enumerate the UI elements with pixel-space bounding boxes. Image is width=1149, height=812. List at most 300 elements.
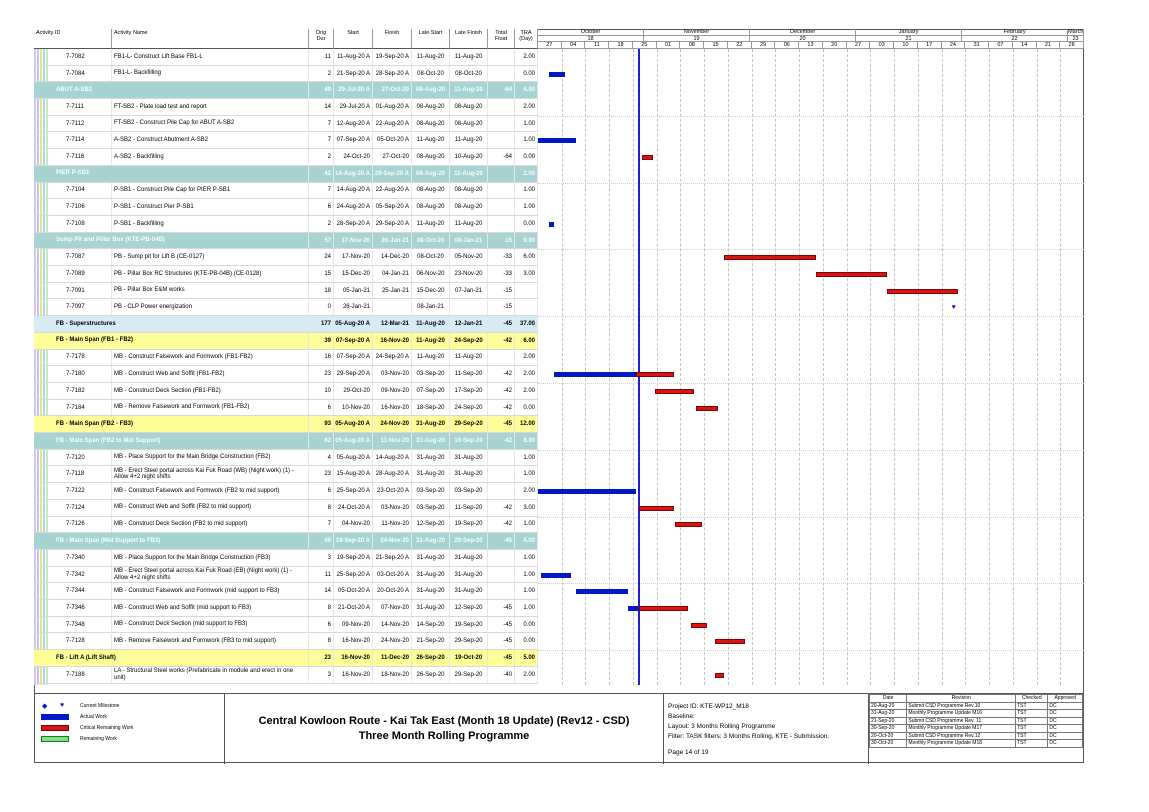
cell-finish: 25-Jan-21: [373, 283, 412, 299]
week-gridline: [870, 49, 871, 685]
cell-tf: -15: [488, 283, 515, 299]
activity-row[interactable]: [34, 467, 538, 484]
cell-id: 7-7114: [64, 133, 112, 149]
activity-row[interactable]: [34, 116, 538, 133]
cell-id: 7-7082: [64, 49, 112, 65]
cell-id: 7-7084: [64, 66, 112, 82]
critical-remaining-bar[interactable]: [639, 606, 688, 611]
cell-dur: 62: [309, 433, 334, 449]
cell-tf: -64: [488, 149, 515, 165]
cell-ls: 11-Aug-20: [412, 333, 450, 349]
cell-tf: -45: [488, 600, 515, 616]
activity-row[interactable]: [34, 550, 538, 567]
cell-ls: 11-Aug-20: [412, 133, 450, 149]
timescale-week: 15: [704, 42, 728, 49]
cell-tf: -45: [488, 617, 515, 633]
activity-table: [34, 49, 538, 685]
cell-start: 24-Aug-20 A: [334, 199, 373, 215]
activity-row[interactable]: [34, 350, 538, 367]
cell-ls: 07-Sep-20: [412, 383, 450, 399]
row-gridline: [538, 316, 1084, 317]
cell-ls: 31-Aug-20: [412, 450, 450, 466]
cell-start: 07-Sep-20 A: [334, 133, 373, 149]
cell-name: MB - Construct Falsework and Formwork (mid support to FB3): [112, 583, 309, 599]
cell-name: MB - Remove Falsework and Formwork (FB3 to mid support): [112, 634, 309, 650]
timescale-week: 31: [965, 42, 989, 49]
actual-work-bar[interactable]: [538, 138, 576, 143]
cell-name: MB - Construct Deck Section (FB2 to mid support): [112, 517, 309, 533]
row-gridline: [538, 383, 1084, 384]
cell-ls: 08-Oct-20: [412, 249, 450, 265]
actual-work-bar[interactable]: [576, 589, 628, 594]
timescale-week: 07: [989, 42, 1013, 49]
timescale-month: November: [644, 29, 750, 36]
col-header-late-start[interactable]: Late Start: [412, 29, 450, 49]
actual-work-bar[interactable]: [554, 372, 636, 377]
cell-lf: 19-Sep-20: [450, 433, 488, 449]
cell-ls: 03-Sep-20: [412, 366, 450, 382]
row-gridline: [538, 116, 1084, 117]
activity-row[interactable]: [34, 500, 538, 517]
milestone-diamond-icon: ◆: [42, 702, 48, 710]
row-gridline: [538, 183, 1084, 184]
wbs-group-row[interactable]: [34, 82, 538, 99]
critical-remaining-bar[interactable]: [691, 623, 707, 628]
cell-name: FB1-L- Backfilling: [112, 66, 309, 82]
cell-dur: 6: [309, 483, 334, 499]
cell-tra: 1.00: [515, 583, 538, 599]
cell-tra: 0.00: [515, 66, 538, 82]
cell-tra: 3.00: [515, 500, 538, 516]
wbs-group-row[interactable]: [34, 166, 538, 183]
activity-row[interactable]: [34, 583, 538, 600]
row-gridline: [538, 450, 1084, 451]
cell-name: LA - Structural Steel works (Prefabricate in module and erect in one unit): [112, 667, 309, 683]
critical-remaining-bar[interactable]: [696, 406, 718, 411]
activity-row[interactable]: [34, 634, 538, 651]
critical-remaining-bar[interactable]: [642, 155, 653, 160]
activity-row[interactable]: [34, 383, 538, 400]
revision-cell: 30-Oct-20: [870, 740, 907, 748]
critical-remaining-bar[interactable]: [715, 673, 723, 678]
cell-name: MB - Construct Web and Soffit (FB2 to mid support): [112, 500, 309, 516]
wbs-group-row[interactable]: [34, 316, 538, 333]
revision-header: Checked: [1016, 695, 1048, 703]
cell-tf: -15: [488, 300, 515, 316]
revision-cell: TST: [1016, 717, 1048, 725]
timescale-period: 18: [538, 36, 644, 42]
cell-tra: [515, 300, 538, 316]
critical-remaining-bar[interactable]: [887, 289, 958, 294]
cell-start: 29-Oct-20: [334, 383, 373, 399]
activity-row[interactable]: [34, 483, 538, 500]
activity-row[interactable]: [34, 617, 538, 634]
activity-row[interactable]: [34, 199, 538, 216]
col-header-start[interactable]: Start: [334, 29, 373, 49]
cell-id: 7-7120: [64, 450, 112, 466]
week-gridline: [704, 49, 705, 685]
col-header-tra[interactable]: TRA (Day): [515, 29, 538, 49]
cell-tf: -42: [488, 500, 515, 516]
cell-start: 16-Nov-20: [334, 634, 373, 650]
cell-lf: 31-Aug-20: [450, 583, 488, 599]
cell-dur: 16: [309, 350, 334, 366]
cell-start: 29-Jul-20 A: [334, 82, 373, 98]
activity-row[interactable]: [34, 400, 538, 417]
cell-start: 10-Nov-20: [334, 400, 373, 416]
activity-row[interactable]: [34, 517, 538, 534]
cell-dur: 2: [309, 216, 334, 232]
cell-dur: 7: [309, 133, 334, 149]
cell-lf: 12-Jan-21: [450, 316, 488, 332]
cell-dur: 18: [309, 283, 334, 299]
cell-dur: 6: [309, 199, 334, 215]
activity-row[interactable]: [34, 567, 538, 584]
cell-finish: 14-Dec-20: [373, 249, 412, 265]
cell-name: PB - Pillar Box RC Structures (KTE-PB-04B) (CE-0128): [112, 266, 309, 282]
cell-finish: 27-Oct-20: [373, 82, 412, 98]
cell-id: 7-7104: [64, 183, 112, 199]
cell-ls: 11-Aug-20: [412, 350, 450, 366]
timescale-month: January: [856, 29, 962, 36]
timescale-week: 24: [942, 42, 966, 49]
cell-finish: 03-Nov-20: [373, 500, 412, 516]
cell-tra: 0.00: [515, 634, 538, 650]
cell-dur: 0: [309, 300, 334, 316]
revision-cell: 20-Oct-20: [870, 732, 907, 740]
cell-name: ABUT A-SB2: [54, 82, 309, 98]
cell-dur: 23: [309, 366, 334, 382]
cell-lf: 31-Aug-20: [450, 567, 488, 583]
cell-tra: 0.00: [515, 216, 538, 232]
cell-tf: [488, 166, 515, 182]
activity-row[interactable]: [34, 133, 538, 150]
wbs-group-row[interactable]: [34, 333, 538, 350]
cell-finish: [373, 300, 412, 316]
activity-row[interactable]: [34, 266, 538, 283]
cell-dur: 11: [309, 567, 334, 583]
revision-cell: TST: [1016, 740, 1048, 748]
cell-dur: 93: [309, 416, 334, 432]
cell-finish: 29-Sep-20 A: [373, 166, 412, 182]
cell-start: 19-Sep-20 A: [334, 550, 373, 566]
cell-ls: 31-Aug-20: [412, 533, 450, 549]
row-gridline: [538, 583, 1084, 584]
timescale-month: February: [962, 29, 1068, 36]
week-gridline: [775, 49, 776, 685]
timescale-week: 10: [894, 42, 918, 49]
activity-row[interactable]: [34, 99, 538, 116]
activity-row[interactable]: [34, 600, 538, 617]
cell-tf: [488, 583, 515, 599]
activity-row[interactable]: [34, 149, 538, 166]
cell-lf: 07-Jan-21: [450, 283, 488, 299]
cell-id: 7-7118: [64, 467, 112, 483]
cell-tf: [488, 483, 515, 499]
activity-row[interactable]: [34, 366, 538, 383]
cell-tf: [488, 66, 515, 82]
col-header-late-finish[interactable]: Late Finish: [450, 29, 488, 49]
timescale-period: 22: [962, 36, 1068, 42]
revision-row: [870, 732, 1083, 740]
week-gridline: [1060, 49, 1061, 685]
milestone-icon[interactable]: ♥: [951, 303, 956, 311]
cell-start: 17-Nov-20: [334, 233, 373, 249]
revision-cell: 31-Aug-20: [870, 710, 907, 718]
cell-start: 24-Oct-20 A: [334, 500, 373, 516]
cell-name: MB - Remove Falsework and Formwork (FB1-FB2): [112, 400, 309, 416]
timescale-week: 08: [680, 42, 704, 49]
cell-lf: 29-Sep-20: [450, 634, 488, 650]
cell-lf: 08-Aug-20: [450, 183, 488, 199]
cell-dur: 8: [309, 634, 334, 650]
cell-start: 05-Aug-20 A: [334, 433, 373, 449]
col-header-orig-dur[interactable]: Orig Dur: [309, 29, 334, 49]
cell-tra: 0.00: [515, 149, 538, 165]
cell-lf: 08-Aug-20: [450, 99, 488, 115]
cell-finish: 22-Aug-20 A: [373, 183, 412, 199]
cell-id: 7-7348: [64, 617, 112, 633]
cell-dur: 15: [309, 266, 334, 282]
cell-tra: 4.00: [515, 533, 538, 549]
activity-row[interactable]: [34, 249, 538, 266]
cell-name: PIER P-SB1: [54, 166, 309, 182]
cell-start: 15-Dec-20: [334, 266, 373, 282]
cell-id: 7-7111: [64, 99, 112, 115]
cell-lf: 23-Nov-20: [450, 266, 488, 282]
cell-ls: 06-Nov-20: [412, 266, 450, 282]
cell-ls: 11-Aug-20: [412, 316, 450, 332]
cell-ls: 08-Aug-20: [412, 166, 450, 182]
revision-cell: 21-Sep-20: [870, 717, 907, 725]
critical-remaining-bar[interactable]: [639, 506, 674, 511]
cell-tf: [488, 467, 515, 483]
critical-remaining-bar[interactable]: [715, 639, 745, 644]
cell-id: 7-7097: [64, 300, 112, 316]
critical-remaining-bar[interactable]: [724, 255, 817, 260]
cell-lf: 11-Aug-20: [450, 49, 488, 65]
cell-start: 07-Sep-20 A: [334, 333, 373, 349]
revision-cell: DC: [1048, 717, 1083, 725]
cell-finish: 11-Nov-20: [373, 433, 412, 449]
cell-dur: 14: [309, 583, 334, 599]
col-header-activity-name[interactable]: Activity Name: [112, 29, 309, 49]
cell-ls: 11-Aug-20: [412, 49, 450, 65]
cell-tf: [488, 133, 515, 149]
project-id: Project ID: KTE-WP12_M18: [668, 703, 749, 710]
cell-name: FT-SB2 - Plate load test and report: [112, 99, 309, 115]
cell-finish: 23-Oct-20 A: [373, 483, 412, 499]
cell-dur: 42: [309, 166, 334, 182]
cell-tra: 5.00: [515, 650, 538, 666]
cell-finish: 28-Aug-20 A: [373, 467, 412, 483]
cell-tra: 1.00: [515, 467, 538, 483]
cell-dur: 7: [309, 517, 334, 533]
cell-finish: 05-Oct-20 A: [373, 133, 412, 149]
cell-tra: 1.00: [515, 567, 538, 583]
cell-id: 7-7344: [64, 583, 112, 599]
timescale-week: 06: [775, 42, 799, 49]
cell-lf: 24-Sep-20: [450, 400, 488, 416]
cell-name: MB - Construct Falsework and Formwork (FB1-FB2): [112, 350, 309, 366]
cell-tra: 2.00: [515, 166, 538, 182]
actual-work-bar[interactable]: [541, 573, 571, 578]
cell-id: 7-7178: [64, 350, 112, 366]
cell-ls: 12-Sep-20: [412, 517, 450, 533]
cell-lf: 11-Aug-20: [450, 166, 488, 182]
revision-table: [869, 694, 1084, 764]
cell-tf: -42: [488, 383, 515, 399]
col-header-activity-id[interactable]: Activity ID: [34, 29, 112, 49]
critical-remaining-bar[interactable]: [636, 372, 674, 377]
cell-finish: 07-Nov-20: [373, 600, 412, 616]
cell-start: 16-Nov-20: [334, 667, 373, 683]
cell-tra: 0.00: [515, 617, 538, 633]
cell-finish: 16-Nov-20: [373, 400, 412, 416]
cell-dur: 7: [309, 183, 334, 199]
cell-lf: 19-Sep-20: [450, 617, 488, 633]
cell-tf: -64: [488, 82, 515, 98]
cell-finish: 03-Oct-20 A: [373, 567, 412, 583]
cell-dur: 3: [309, 667, 334, 683]
revision-cell: DC: [1048, 702, 1083, 710]
cell-finish: 14-Nov-20: [373, 617, 412, 633]
revision-cell: DC: [1048, 725, 1083, 733]
cell-tra: 1.00: [515, 116, 538, 132]
cell-id: 7-7182: [64, 383, 112, 399]
timescale-week: 17: [918, 42, 942, 49]
timescale-week: 20: [823, 42, 847, 49]
wbs-group-row[interactable]: [34, 650, 538, 667]
timescale-period: 21: [856, 36, 962, 42]
cell-finish: 27-Oct-20: [373, 149, 412, 165]
timescale-week: 18: [609, 42, 633, 49]
revision-cell: Submit CSD Programme Rev.10: [907, 702, 1016, 710]
activity-row[interactable]: [34, 300, 538, 317]
timescale-period: 23: [1068, 36, 1084, 42]
activity-row[interactable]: [34, 183, 538, 200]
cell-tra: 37.00: [515, 316, 538, 332]
cell-name: FB - Main Span (Mid Support to FB3): [54, 533, 309, 549]
filter: Filter: TASK filters: 3 Months Rolling, KTE - Submission.: [668, 733, 830, 740]
cell-id: 7-7087: [64, 249, 112, 265]
cell-ls: 26-Sep-20: [412, 667, 450, 683]
cell-start: 05-Aug-20 A: [334, 316, 373, 332]
week-gridline: [752, 49, 753, 685]
activity-row[interactable]: [34, 66, 538, 83]
cell-dur: 6: [309, 400, 334, 416]
cell-ls: 26-Sep-20: [412, 650, 450, 666]
cell-finish: 28-Sep-20 A: [373, 66, 412, 82]
actual-work-bar[interactable]: [538, 489, 636, 494]
project-info: [664, 694, 869, 764]
cell-start: 25-Sep-20 A: [334, 483, 373, 499]
cell-finish: 11-Dec-20: [373, 650, 412, 666]
cell-name: FB - Main Span (FB2 - FB3): [54, 416, 309, 432]
cell-start: 26-Jan-21: [334, 300, 373, 316]
cell-name: FB - Superstructures: [54, 316, 309, 332]
activity-row[interactable]: [34, 216, 538, 233]
timescale-week: 22: [728, 42, 752, 49]
cell-ls: 08-Aug-20: [412, 199, 450, 215]
cell-ls: 31-Aug-20: [412, 550, 450, 566]
timescale-week: 27: [847, 42, 871, 49]
cell-lf: 11-Aug-20: [450, 133, 488, 149]
timescale-week: 03: [870, 42, 894, 49]
timescale-week: 14: [1013, 42, 1037, 49]
cell-name: MB - Construct Web and Soffit (mid support to FB3): [112, 600, 309, 616]
cell-id: 7-7188: [64, 667, 112, 683]
actual-work-bar[interactable]: [549, 222, 554, 227]
activity-row[interactable]: [34, 49, 538, 66]
critical-remaining-bar[interactable]: [816, 272, 887, 277]
cell-tf: -45: [488, 416, 515, 432]
timescale-month: October: [538, 29, 644, 36]
cell-lf: 29-Sep-20: [450, 667, 488, 683]
cell-start: 14-Aug-20 A: [334, 183, 373, 199]
cell-tf: [488, 550, 515, 566]
wbs-group-row[interactable]: [34, 533, 538, 550]
cell-id: 7-7106: [64, 199, 112, 215]
milestone-heart-icon: ♥: [60, 701, 65, 709]
wbs-group-row[interactable]: [34, 416, 538, 433]
cell-id: 7-7346: [64, 600, 112, 616]
week-gridline: [657, 49, 658, 685]
cell-finish: 09-Nov-20: [373, 383, 412, 399]
cell-ls: 08-Oct-20: [412, 66, 450, 82]
actual-work-bar[interactable]: [549, 72, 565, 77]
cell-start: 05-Jan-21: [334, 283, 373, 299]
timescale-period: 20: [750, 36, 856, 42]
critical-remaining-bar[interactable]: [675, 522, 702, 527]
cell-lf: 31-Aug-20: [450, 550, 488, 566]
cell-id: 7-7116: [64, 149, 112, 165]
row-gridline: [538, 249, 1084, 250]
timescale-week: 13: [799, 42, 823, 49]
cell-tra: 8.00: [515, 433, 538, 449]
week-gridline: [823, 49, 824, 685]
cell-lf: 08-Aug-20: [450, 116, 488, 132]
cell-name: MB - Erect Steel portal across Kai Fuk Road (EB) (Night work) (1) - Allow 4+2 night shifts: [112, 567, 309, 583]
activity-row[interactable]: [34, 283, 538, 300]
cell-id: 7-7340: [64, 550, 112, 566]
week-gridline: [680, 49, 681, 685]
cell-name: PB - Pillar Box E&M works: [112, 283, 309, 299]
gantt-timescale: [538, 29, 1084, 49]
cell-lf: 03-Sep-20: [450, 483, 488, 499]
cell-lf: 08-Oct-20: [450, 66, 488, 82]
activity-row[interactable]: [34, 450, 538, 467]
wbs-group-row[interactable]: [34, 433, 538, 450]
activity-row[interactable]: [34, 667, 538, 684]
cell-tf: [488, 183, 515, 199]
cell-start: 19-Sep-20 A: [334, 533, 373, 549]
week-gridline: [918, 49, 919, 685]
cell-tra: 2.00: [515, 366, 538, 382]
col-header-finish[interactable]: Finish: [373, 29, 412, 49]
legend-actual: Actual Work: [38, 711, 218, 722]
wbs-group-row[interactable]: [34, 233, 538, 250]
cell-ls: 08-Aug-20: [412, 82, 450, 98]
actual-work-bar[interactable]: [628, 606, 639, 611]
critical-remaining-bar[interactable]: [655, 389, 693, 394]
cell-tf: [488, 567, 515, 583]
cell-ls: 18-Sep-20: [412, 400, 450, 416]
cell-lf: 12-Sep-20: [450, 600, 488, 616]
col-header-total-float[interactable]: Total Float: [488, 29, 515, 49]
cell-finish: 20-Oct-20 A: [373, 583, 412, 599]
cell-tf: [488, 199, 515, 215]
